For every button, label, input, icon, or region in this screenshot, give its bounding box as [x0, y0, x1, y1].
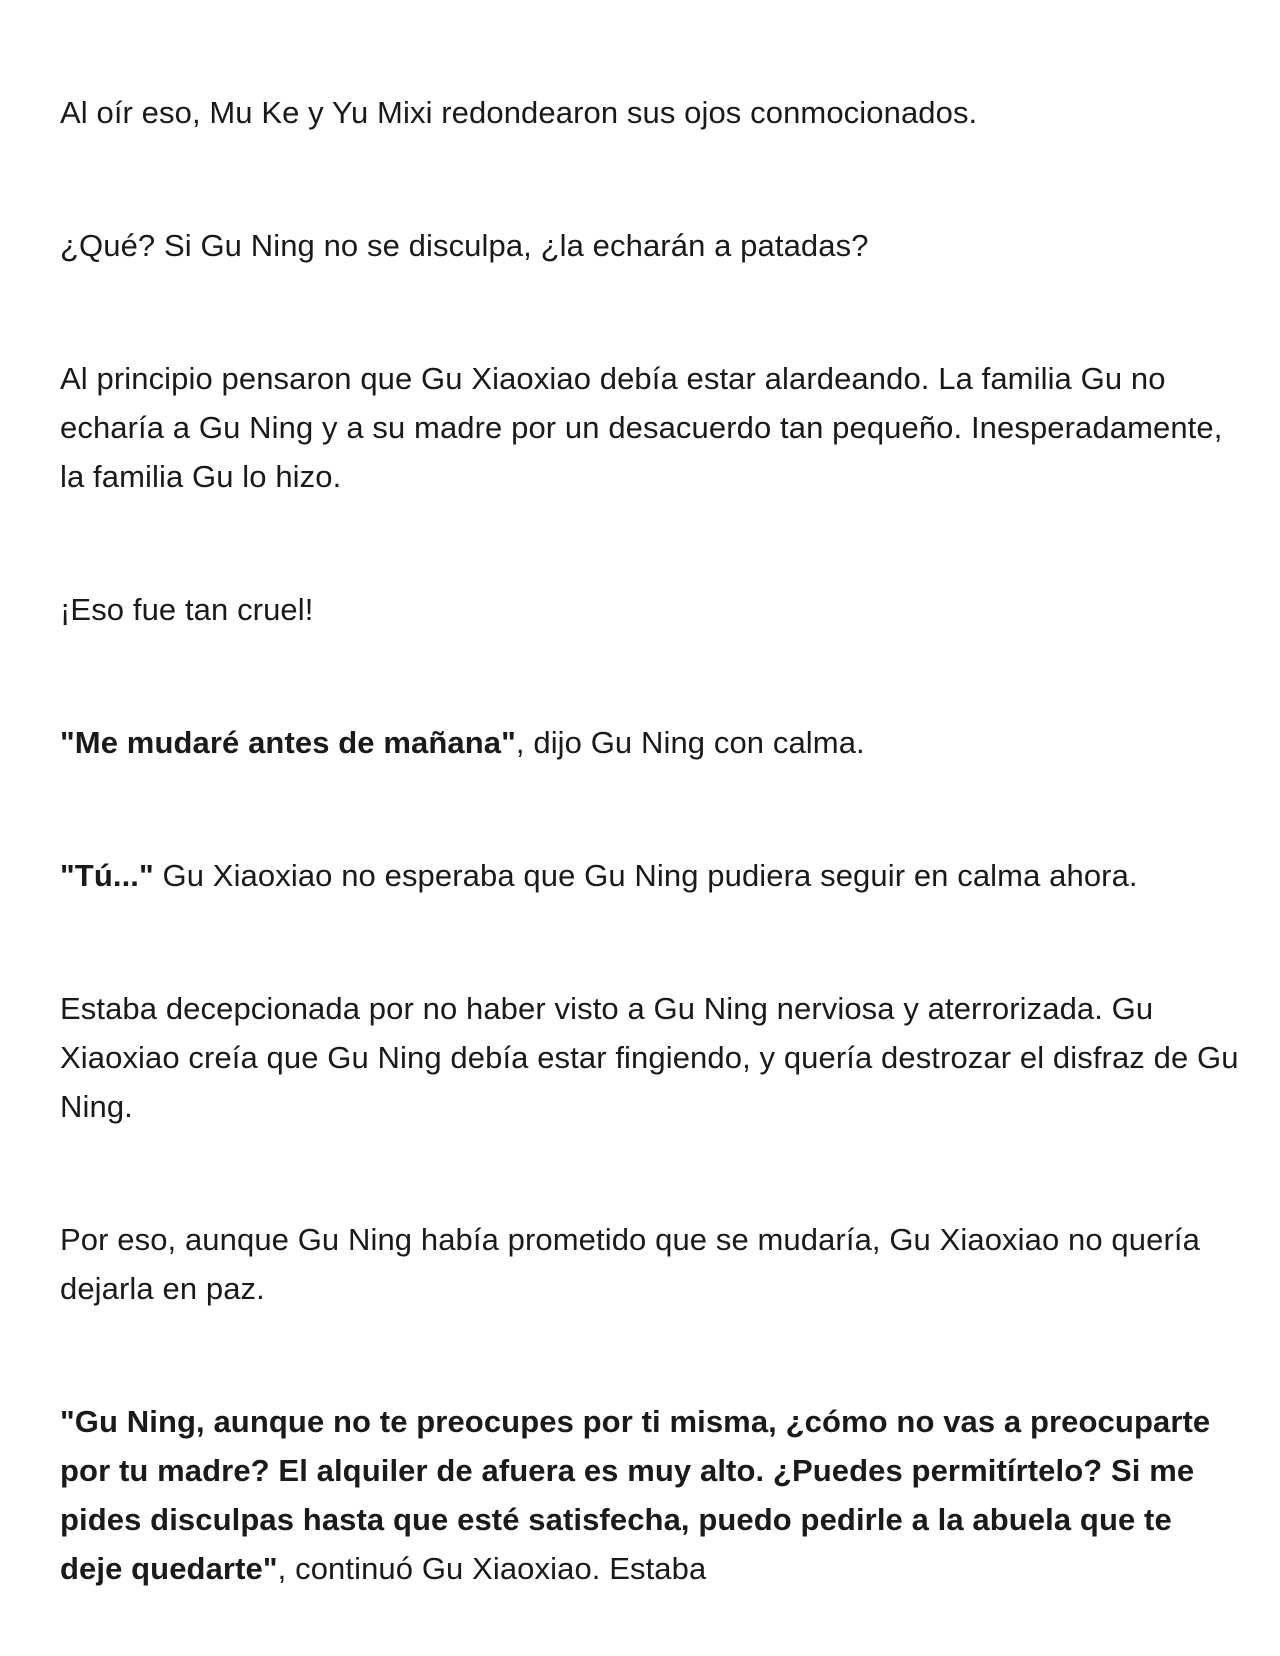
paragraph-1: Al oír eso, Mu Ke y Yu Mixi redondearon sus ojos conmocionados.	[60, 95, 978, 130]
paragraph-5	[60, 718, 1240, 767]
dialogue-quote: "Tú..."	[60, 858, 154, 893]
paragraph-8: Por eso, aunque Gu Ning había prometido que se mudaría, Gu Xiaoxiao no quería dejarla en paz.	[60, 1222, 1200, 1306]
dialogue-quote: "Me mudaré antes de mañana"	[60, 725, 516, 760]
paragraph-6	[60, 851, 1240, 900]
document-page	[60, 88, 1240, 1593]
paragraph-9	[60, 1397, 1240, 1593]
dialogue-quote: "Gu Ning, aunque no te preocupes por ti misma, ¿cómo no vas a preocuparte por tu madre? El alquiler de afuera es muy alto. ¿Puedes permitírtelo? Si me pides disculpas hasta que esté satisfecha, puedo pedirle a la abuela que te deje quedarte"	[60, 1404, 1211, 1586]
paragraph-2: ¿Qué? Si Gu Ning no se disculpa, ¿la echarán a patadas?	[60, 228, 869, 263]
paragraph-4: ¡Eso fue tan cruel!	[60, 592, 314, 627]
paragraph-3: Al principio pensaron que Gu Xiaoxiao debía estar alardeando. La familia Gu no echaría a Gu Ning y a su madre por un desacuerdo tan pequeño. Inesperadamente, la familia Gu lo hizo.	[60, 361, 1223, 494]
dialogue-attribution: , dijo Gu Ning con calma.	[515, 725, 865, 760]
paragraph-7: Estaba decepcionada por no haber visto a Gu Ning nerviosa y aterrorizada. Gu Xiaoxiao creía que Gu Ning debía estar fingiendo, y quería destrozar el disfraz de Gu Ning.	[60, 991, 1239, 1124]
dialogue-attribution: , continuó Gu Xiaoxiao. Estaba	[277, 1551, 707, 1586]
dialogue-attribution: Gu Xiaoxiao no esperaba que Gu Ning pudiera seguir en calma ahora.	[153, 858, 1138, 893]
